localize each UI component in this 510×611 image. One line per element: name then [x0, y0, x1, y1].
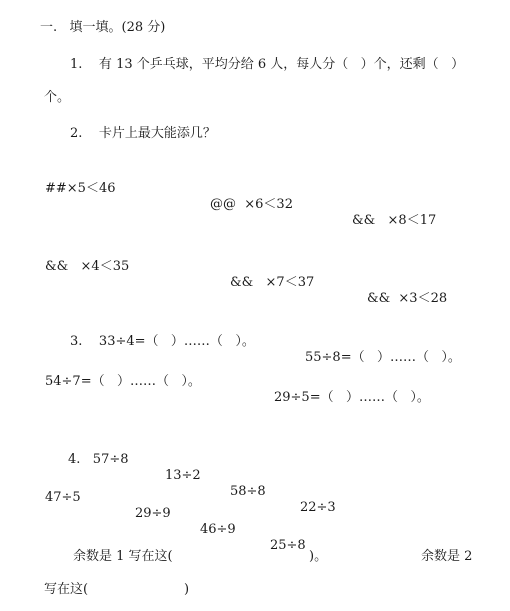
division-item: 25÷8 — [270, 538, 306, 553]
remainder-1-close: )。 — [309, 549, 328, 564]
division-item: 58÷8 — [230, 484, 266, 499]
question-3-row-1 — [70, 318, 461, 366]
question-1-line-1: 1. 有 13 个乒乓球，平均分给 6 人，每人分（ ）个，还剩（ ） — [70, 57, 465, 72]
division-item: 54÷7=（ ）……（ ）。 — [45, 374, 201, 389]
inequality-item: && ×8＜17 — [352, 213, 437, 228]
division-item: 4. 57÷8 — [68, 452, 129, 467]
division-item: 55÷8=（ ）……（ ）。 — [305, 350, 461, 365]
question-3-row-2 — [45, 358, 430, 406]
question-2-row-1 — [45, 165, 437, 229]
question-1-line-2: 个。 — [44, 90, 71, 105]
inequality-item: && ×7＜37 — [230, 275, 315, 290]
inequality-item: @@ ×6＜32 — [210, 197, 293, 212]
question-2-heading: 2. 卡片上最大能添几？ — [70, 126, 216, 141]
inequality-item: && ×3＜28 — [367, 291, 448, 306]
division-item: 13÷2 — [165, 468, 201, 483]
division-item: 46÷9 — [200, 522, 236, 537]
division-item: 29÷5=（ ）……（ ）。 — [274, 390, 430, 405]
remainder-2-label: 余数是 2 — [421, 549, 473, 564]
inequality-item: && ×4＜35 — [45, 259, 130, 274]
division-item: 29÷9 — [135, 506, 171, 521]
inequality-item: ##×5＜46 — [45, 181, 116, 196]
division-item: 22÷3 — [300, 500, 336, 515]
division-item: 3. 33÷4=（ ）……（ ）。 — [70, 334, 255, 349]
remainder-2-close: ) — [184, 582, 190, 597]
remainder-1-label: 余数是 1 写在这( — [73, 549, 173, 564]
question-2-row-2 — [45, 243, 448, 307]
remainder-2-label-line-2: 写在这( — [44, 582, 89, 597]
division-item: 47÷5 — [45, 490, 81, 505]
section-title: 一. 填一填。(28 分) — [40, 20, 166, 35]
